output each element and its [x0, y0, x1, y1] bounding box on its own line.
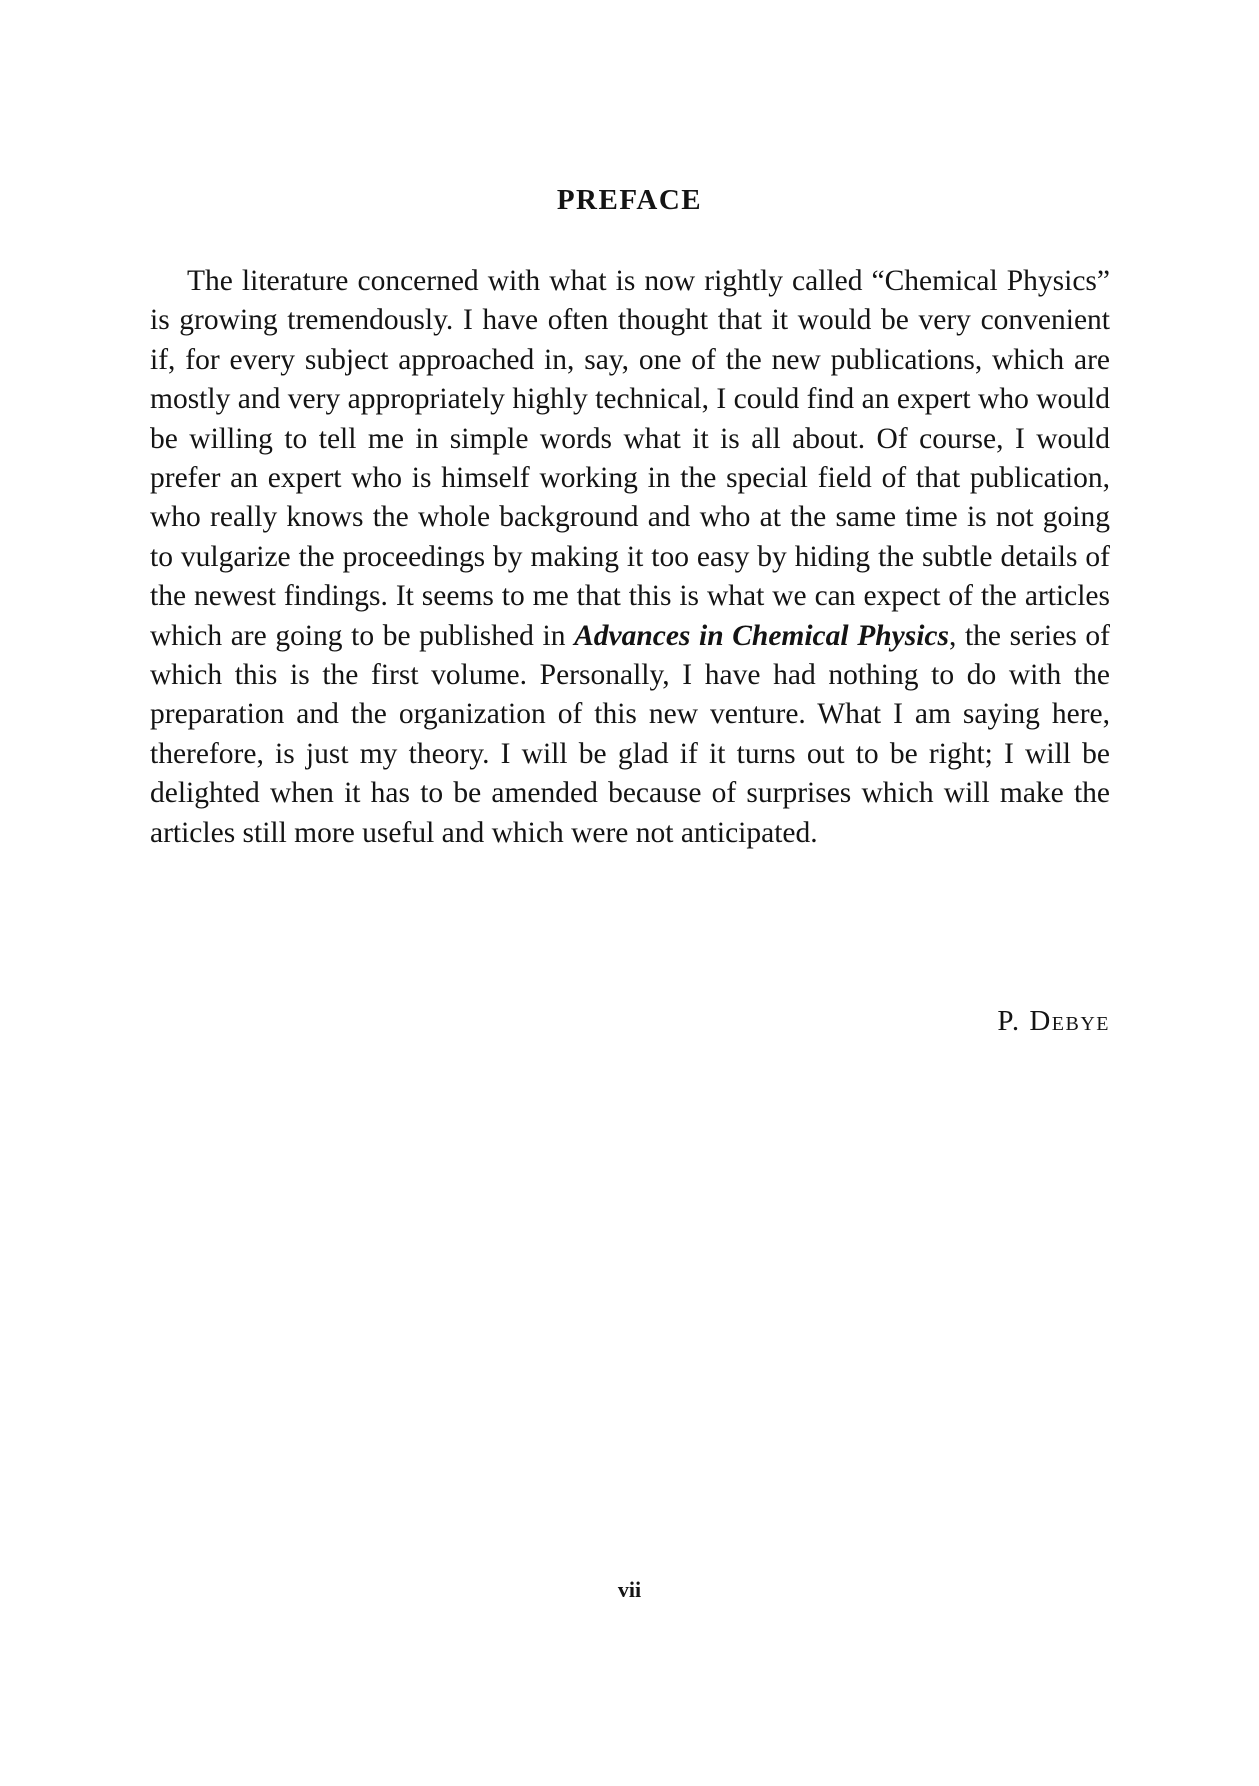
page-title: PREFACE [556, 184, 703, 216]
page-number: vii [617, 1577, 642, 1602]
paragraph-text-part-1: The literature concerned with what is now rightly called “Chemical Physics” is growing tremendously. I have often thought that it would be very convenient if, for every subject approached in, say, one of the new publications, which are mostly and very appropriately highly technical, I could find an expert who would be willing to tell me in simple words what it is all about. Of course, I would prefer an expert who is himself working in the special field of that publication, who really knows the whole background and who at the same time is not going to vulgarize the proceedings by making it too easy by hiding the subtle details of the newest findings. It seems to me that this is what we can expect of the articles which are going to be published in [150, 265, 1110, 652]
preface-paragraph [150, 262, 1110, 853]
author-signature: P. Debye [997, 1005, 1110, 1037]
paragraph-text-part-2: , the series of which this is the first volume. Personally, I have had nothing to do with the preparation and the organization of this new venture. What I am saying here, therefore, is just my theory. I will be glad if it turns out to be right; I will be delighted when it has to be amended because of surprises which will make the articles still more useful and which were not anticipated. [150, 619, 1110, 849]
series-title: Advances in Chemical Physics [574, 619, 949, 652]
